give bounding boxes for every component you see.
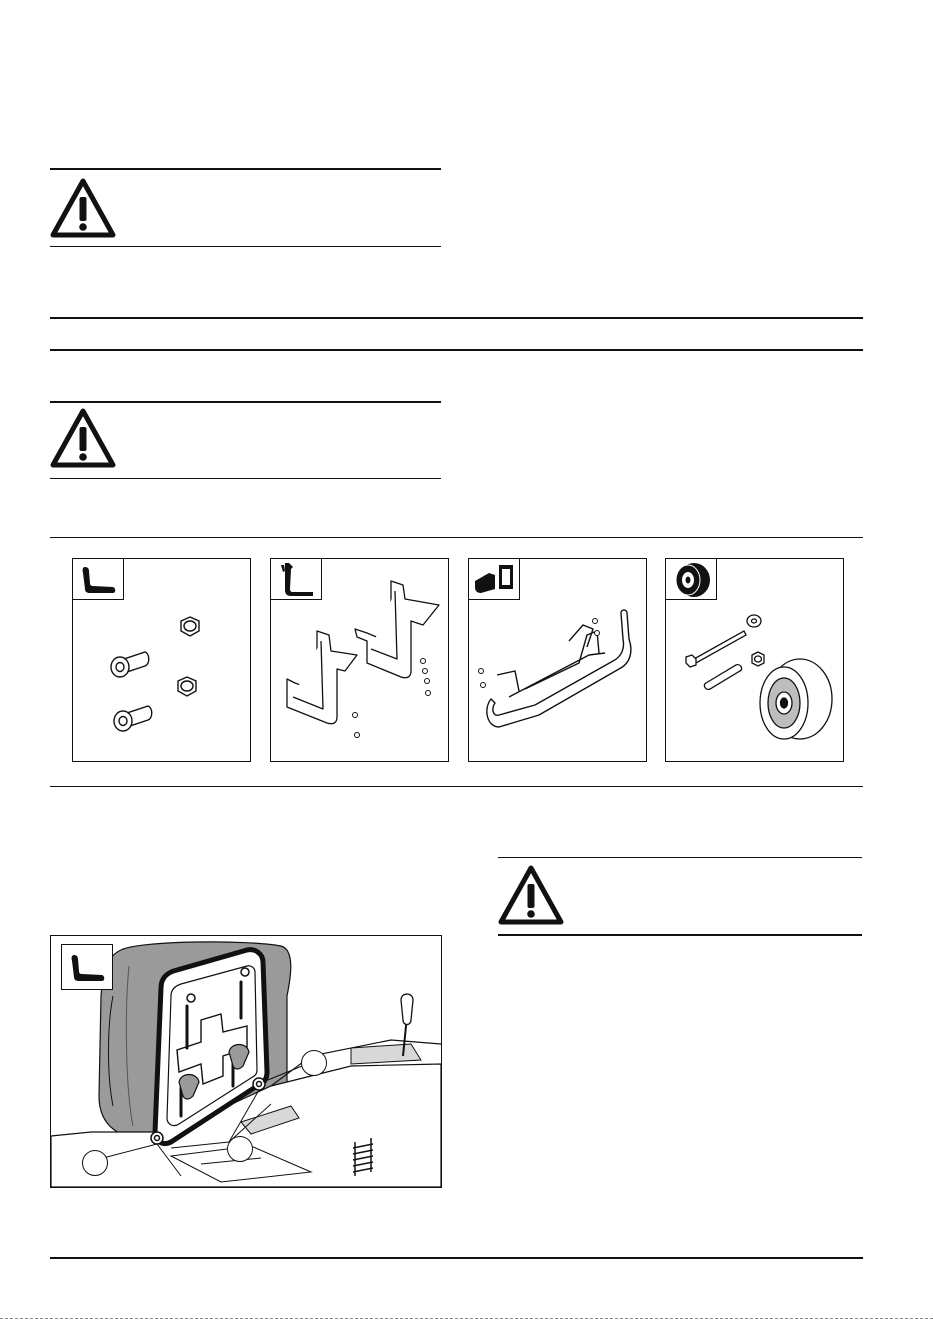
warning-block-3 <box>498 859 862 935</box>
warning-bottom-rule-3 <box>498 934 862 936</box>
page-bottom-dashes <box>0 1318 933 1319</box>
wheel-kit-drawing <box>666 559 843 761</box>
warning-triangle-icon <box>498 865 564 925</box>
bumper-drawing <box>469 559 646 761</box>
warning-block-1 <box>50 170 441 246</box>
bracket-drawing <box>271 559 448 761</box>
callout-1 <box>82 1150 108 1176</box>
warning-bottom-rule-1 <box>50 246 441 247</box>
warning-bottom-rule-2 <box>50 478 441 479</box>
seat-hardware-drawing <box>73 559 250 761</box>
callout-3 <box>301 1050 327 1076</box>
warning-top-rule-3 <box>498 857 862 858</box>
warning-triangle-icon <box>50 178 116 238</box>
kits-bottom-rule <box>50 786 863 787</box>
kit-panel-wheel <box>665 558 844 762</box>
kit-panel-seat <box>72 558 251 762</box>
seat-icon-tag <box>61 944 113 990</box>
seat-icon <box>62 945 112 989</box>
kit-panel-bumper <box>468 558 647 762</box>
section-rule-2 <box>50 349 863 351</box>
kits-top-rule <box>50 537 863 538</box>
warning-block-2 <box>50 403 441 479</box>
seat-assembly-figure <box>50 935 442 1188</box>
footer-rule <box>50 1257 863 1259</box>
callout-2 <box>227 1136 253 1162</box>
kit-panel-bracket <box>270 558 449 762</box>
warning-triangle-icon <box>50 408 116 468</box>
section-rule-1 <box>50 317 863 319</box>
